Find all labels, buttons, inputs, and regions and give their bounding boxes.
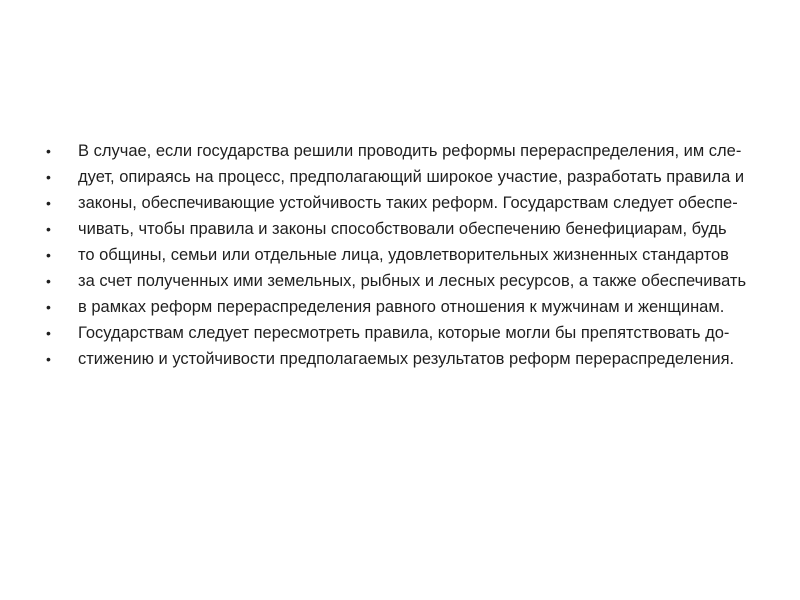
bullet-dot-icon: • (46, 169, 51, 185)
bullet-item (44, 351, 754, 368)
bullet-item (44, 325, 754, 342)
bullet-dot-icon: • (46, 273, 51, 289)
bullet-text: в рамках реформ перераспределения равного отношения к мужчинам и женщинам. (78, 298, 725, 316)
bullet-item (44, 169, 754, 186)
bullet-text: В случае, если государства решили проводить реформы перераспределения, им сле- (78, 142, 742, 160)
bullet-list (44, 143, 754, 377)
bullet-text: дует, опираясь на процесс, предполагающий широкое участие, разработать правила и (78, 168, 745, 186)
bullet-dot-icon: • (46, 351, 51, 367)
bullet-dot-icon: • (46, 143, 51, 159)
bullet-dot-icon: • (46, 221, 51, 237)
bullet-text: то общины, семьи или отдельные лица, удовлетворительных жизненных стандартов (78, 246, 729, 264)
bullet-item (44, 247, 754, 264)
bullet-dot-icon: • (46, 247, 51, 263)
bullet-item (44, 299, 754, 316)
bullet-text: стижению и устойчивости предполагаемых результатов реформ перераспределения. (78, 350, 735, 368)
bullet-text: за счет полученных ими земельных, рыбных и лесных ресурсов, а также обеспечивать (78, 272, 747, 290)
bullet-dot-icon: • (46, 195, 51, 211)
bullet-dot-icon: • (46, 325, 51, 341)
bullet-text: законы, обеспечивающие устойчивость таких реформ. Государствам следует обеспе- (78, 194, 738, 212)
bullet-text: Государствам следует пересмотреть правила, которые могли бы препятствовать до- (78, 324, 730, 342)
bullet-item (44, 143, 754, 160)
bullet-dot-icon: • (46, 299, 51, 315)
bullet-item (44, 221, 754, 238)
bullet-item (44, 195, 754, 212)
bullet-item (44, 273, 754, 290)
bullet-text: чивать, чтобы правила и законы способствовали обеспечению бенефициарам, будь (78, 220, 727, 238)
